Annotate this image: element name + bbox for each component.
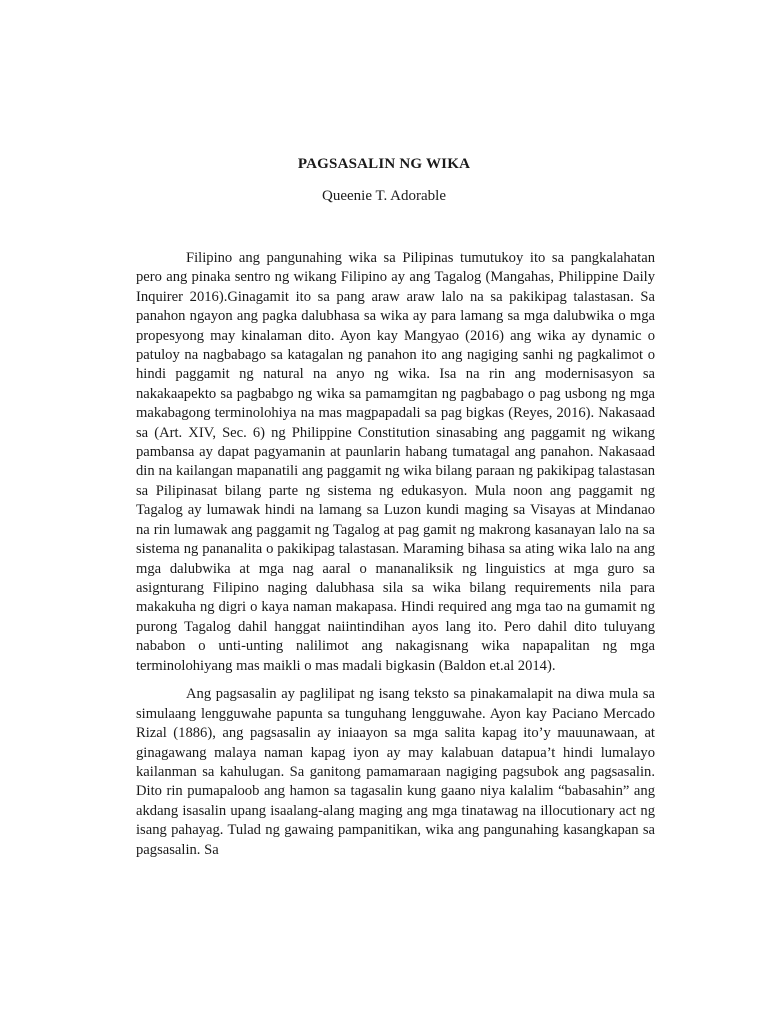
document-body — [136, 249, 655, 860]
author-name: Queenie T. Adorable — [322, 188, 446, 204]
body-paragraph-2: Ang pagsasalin ay paglilipat ng isang teksto sa pinakamalapit na diwa mula sa simulaang lengguwahe papunta sa tunguhang lengguwahe. Ayon kay Paciano Mercado Rizal (1886), ang pagsasalin ay iniaayon sa mga salita kapag ito’y mauunawaan, at ginagawang malaya naman kapag iyon ay may kalabuan datapua’t hindi lumalayo kailanman sa kahulugan. Sa ganitong pamamaraan nagiging pagsubok ang pagsasalin. Dito rin pumapaloob ang hamon sa tagasalin kung gaano niya kalalim “babasahin” ang akdang isasalin upang isaalang-alang maging ang mga tinatawag na illocutionary act ng isang pahayag. Tulad ng gawaing pampanitikan, wika ang pangunahing kasangkapan sa pagsasalin. Sa — [136, 686, 655, 858]
body-paragraph-1: Filipino ang pangunahing wika sa Pilipinas tumutukoy ito sa pangkalahatan pero ang pinaka sentro ng wikang Filipino ay ang Tagalog (Mangahas, Philippine Daily Inquirer 2016).Ginagamit ito sa pang araw araw lalo na sa pakikipag talastasan. Sa panahon ngayon ang pagka dalubhasa sa wika ay para lamang sa mga dalubwika o mga propesyong may kinalaman dito. Ayon kay Mangyao (2016) ang wika ay dynamic o patuloy na nagbabago sa katagalan ng panahon ito ang nagiging sanhi ng pagkalimot o hindi paggamit ng natural na anyo ng wika. Isa na rin ang modernisasyon sa nakakaapekto sa pagbabgo ng wika sa pamamgitan ng pagbabago o pag usbong ng mga makabagong terminolohiya na mas magpapadali sa pag bigkas (Reyes, 2016). Nakasaad sa (Art. XIV, Sec. 6) ng Philippine Constitution sinasabing ang paggamit ng wikang pambansa ay dapat pagyamanin at paunlarin habang tumatagal ang panahon. Nakasaad din na kailangan mapanatili ang paggamit ng wika bilang paraan ng pakikipag talastasan sa Pilipinasat bilang parte ng sistema ng edukasyon. Mula noon ang paggamit ng Tagalog ay lumawak hindi na lamang sa Luzon kundi maging sa Visayas at Mindanao na rin lumawak ang paggamit ng Tagalog at pag gamit ng makrong kasanayan lalo na sa sistema ng pananalita o pakikipag talastasan. Maraming bihasa sa ating wika lalo na ang mga dalubwika at mga nag aaral o mananaliksik ng linguistics at mga guro sa asignturang Filipino naging dalubhasa sila sa wika bilang requirements nila para makakuha ng digri o kaya naman makapasa. Hindi required ang mga tao na gumamit ng purong Tagalog dahil hanggat naiintindihan ayos lang ito. Pero dahil dito tuluyang nababon o unti-unting nalilimot ang nakagisnang wika napapalitan ng mga terminolohiyang mas maikli o mas madali bigkasin (Baldon et.al 2014). — [136, 250, 655, 674]
document-title: PAGSASALIN NG WIKA — [297, 156, 471, 172]
